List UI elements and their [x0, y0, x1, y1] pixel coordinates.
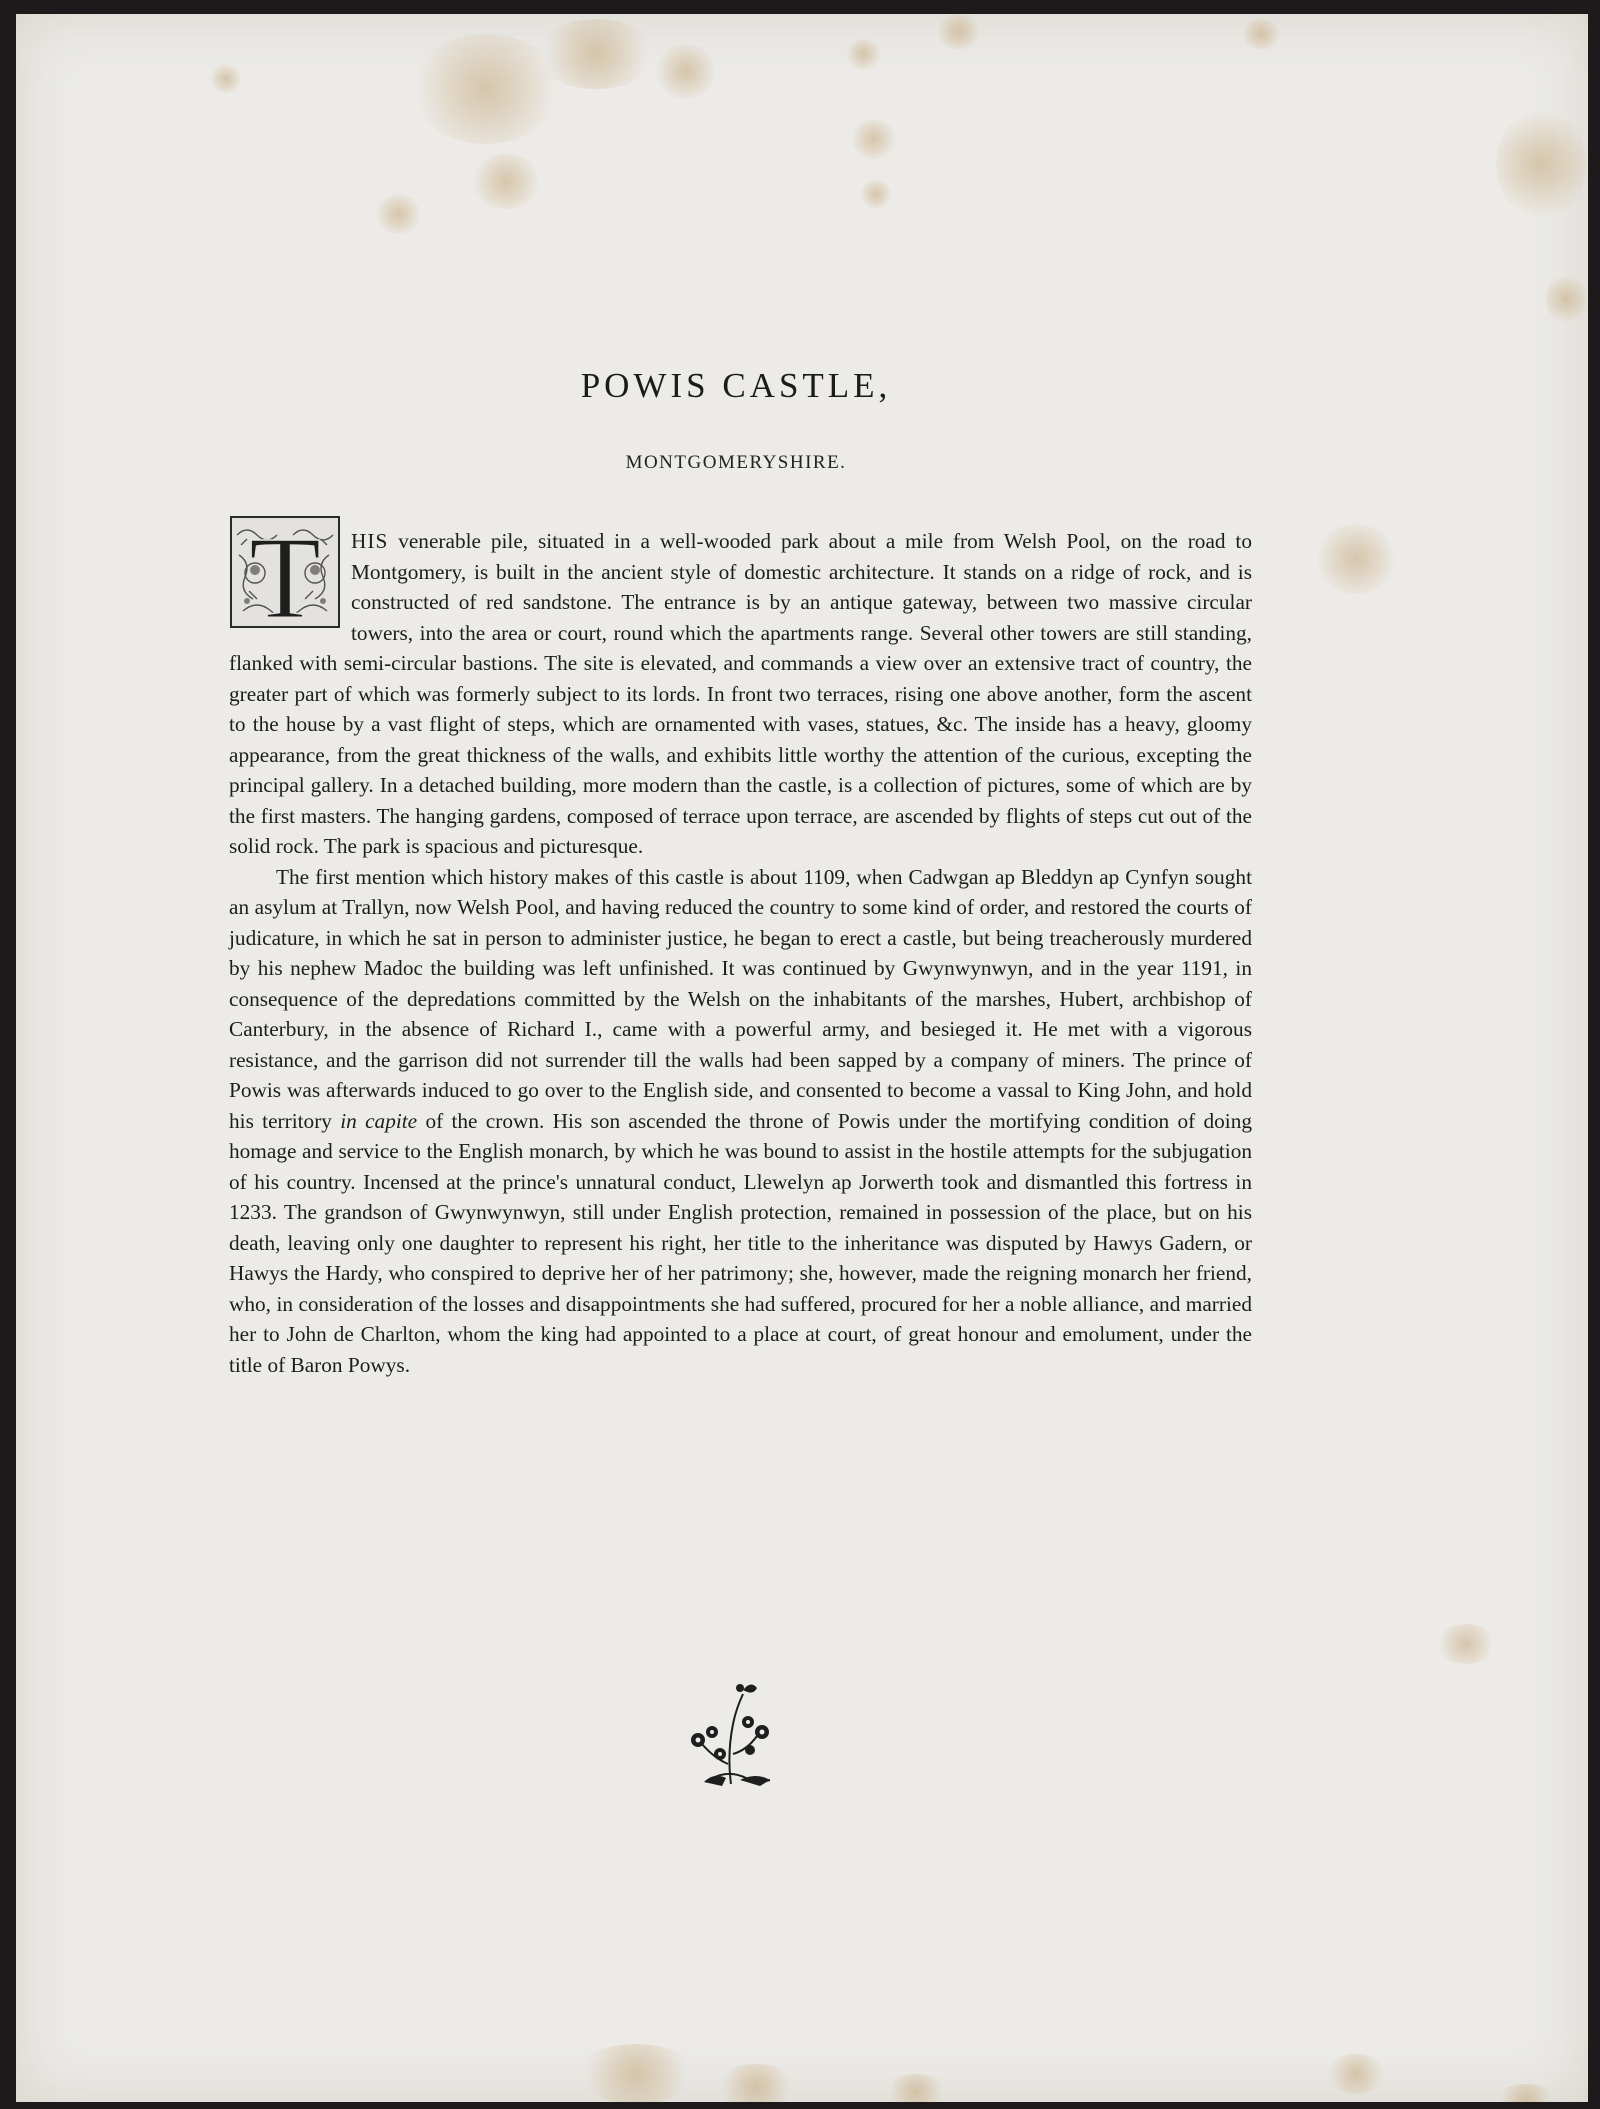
foxing-stain — [376, 194, 421, 234]
foxing-stain — [1496, 2084, 1556, 2102]
foxing-stain — [576, 2044, 696, 2102]
paragraph1-text: venerable pile, situated in a well-wooded park about a mile from Welsh Pool, on the road to Montgomery, is built in the ancient style of domestic architecture. It stands on a ridge of rock, and is constructed of red sandstone. The entrance is by an antique gateway, between two massive circular towers, into the area or court, round which the apartments range. Several other towers are still standing, flanked with semi-circular bastions. The site is elevated, and commands a view over an extensive tract of country, the greater part of which was formerly subject to its lords. In front two terraces, rising one above another, form the ascent to the house by a vast flight of steps, which are ornamented with vases, statues, &c. The inside has a heavy, gloomy appearance, from the great thickness of the walls, and exhibits little worthy the attention of the curious, excepting the principal gallery. In a detached building, more modern than the castle, is a collection of pictures, some of which are by the first masters. The hanging gardens, composed of terrace upon terrace, are ascended by flights of steps cut out of the solid rock. The park is spacious and picturesque. — [229, 529, 1252, 858]
latin-phrase: in capite — [340, 1108, 418, 1133]
foxing-stain — [656, 44, 716, 99]
foxing-stain — [1316, 524, 1396, 594]
foxing-stain — [861, 179, 891, 209]
foxing-stain — [1546, 274, 1586, 324]
foxing-stain — [1496, 109, 1586, 219]
foxing-stain — [1326, 2054, 1386, 2094]
foxing-stain — [471, 154, 541, 209]
foxing-stain — [886, 2074, 946, 2102]
floral-tailpiece-icon — [676, 1674, 786, 1794]
page-title: POWIS CASTLE, — [580, 366, 892, 405]
foxing-stain — [716, 2064, 796, 2102]
drop-cap-ornament-icon — [229, 515, 341, 629]
paragraph — [229, 862, 1252, 1381]
foxing-stain — [211, 64, 241, 94]
foxing-stain — [1241, 19, 1281, 49]
paragraph2-text-part1: The first mention which history makes of this castle is about 1109, when Cadwgan ap Bleddyn ap Cynfyn sought an asylum at Trallyn, now Welsh Pool, and having reduced the country to some kind of order, and restored the courts of judicature, in which he sat in person to administer justice, he began to erect a castle, but being treacherously murdered by his nephew Madoc the building was left unfinished. It was continued by Gwynwynwyn, and in the year 1191, in consequence of the depredations committed by the Welsh on the inhabitants of the marshes, Hubert, archbishop of Canterbury, in the absence of Richard I., came with a powerful army, and besieged it. He met with a vigorous resistance, and the garrison did not surrender till the walls had been sapped by a company of miners. The prince of Powis was afterwards induced to go over to the English side, and consented to become a vassal to King John, and hold his territory — [229, 864, 1252, 1133]
first-word: HIS — [351, 529, 389, 553]
foxing-stain — [536, 19, 656, 89]
foxing-stain — [936, 14, 981, 49]
paragraph2-text-part2: of the crown. His son ascended the throne of Powis under the mortifying condition of doing homage and service to the English monarch, by which he was bound to assist in the hostile attempts for the subjugation of his country. Incensed at the prince's unnatural conduct, Llewelyn ap Jorwerth took and dismantled this fortress in 1233. The grandson of Gwynwynwyn, still under English protection, remained in possession of the place, but on his death, leaving only one daughter to represent his right, her title to the inheritance was disputed by Hawys Gadern, or Hawys the Hardy, who conspired to deprive her of her patrimony; she, however, made the reigning monarch her friend, who, in consideration of the losses and disappointments she had suffered, procured for her a noble alliance, and married her to John de Charlton, whom the king had appointed to a place at court, of great honour and emolument, under the title of Baron Powys. — [229, 1108, 1252, 1377]
page-subtitle: MONTGOMERYSHIRE. — [625, 452, 847, 473]
paragraph — [229, 515, 1252, 862]
foxing-stain — [1436, 1624, 1496, 1664]
foxing-stain — [846, 39, 881, 69]
body-text — [229, 515, 1252, 1380]
drop-cap — [229, 515, 341, 629]
book-page — [16, 14, 1588, 2102]
svg-text:T: T — [248, 515, 322, 629]
foxing-stain — [851, 119, 896, 159]
